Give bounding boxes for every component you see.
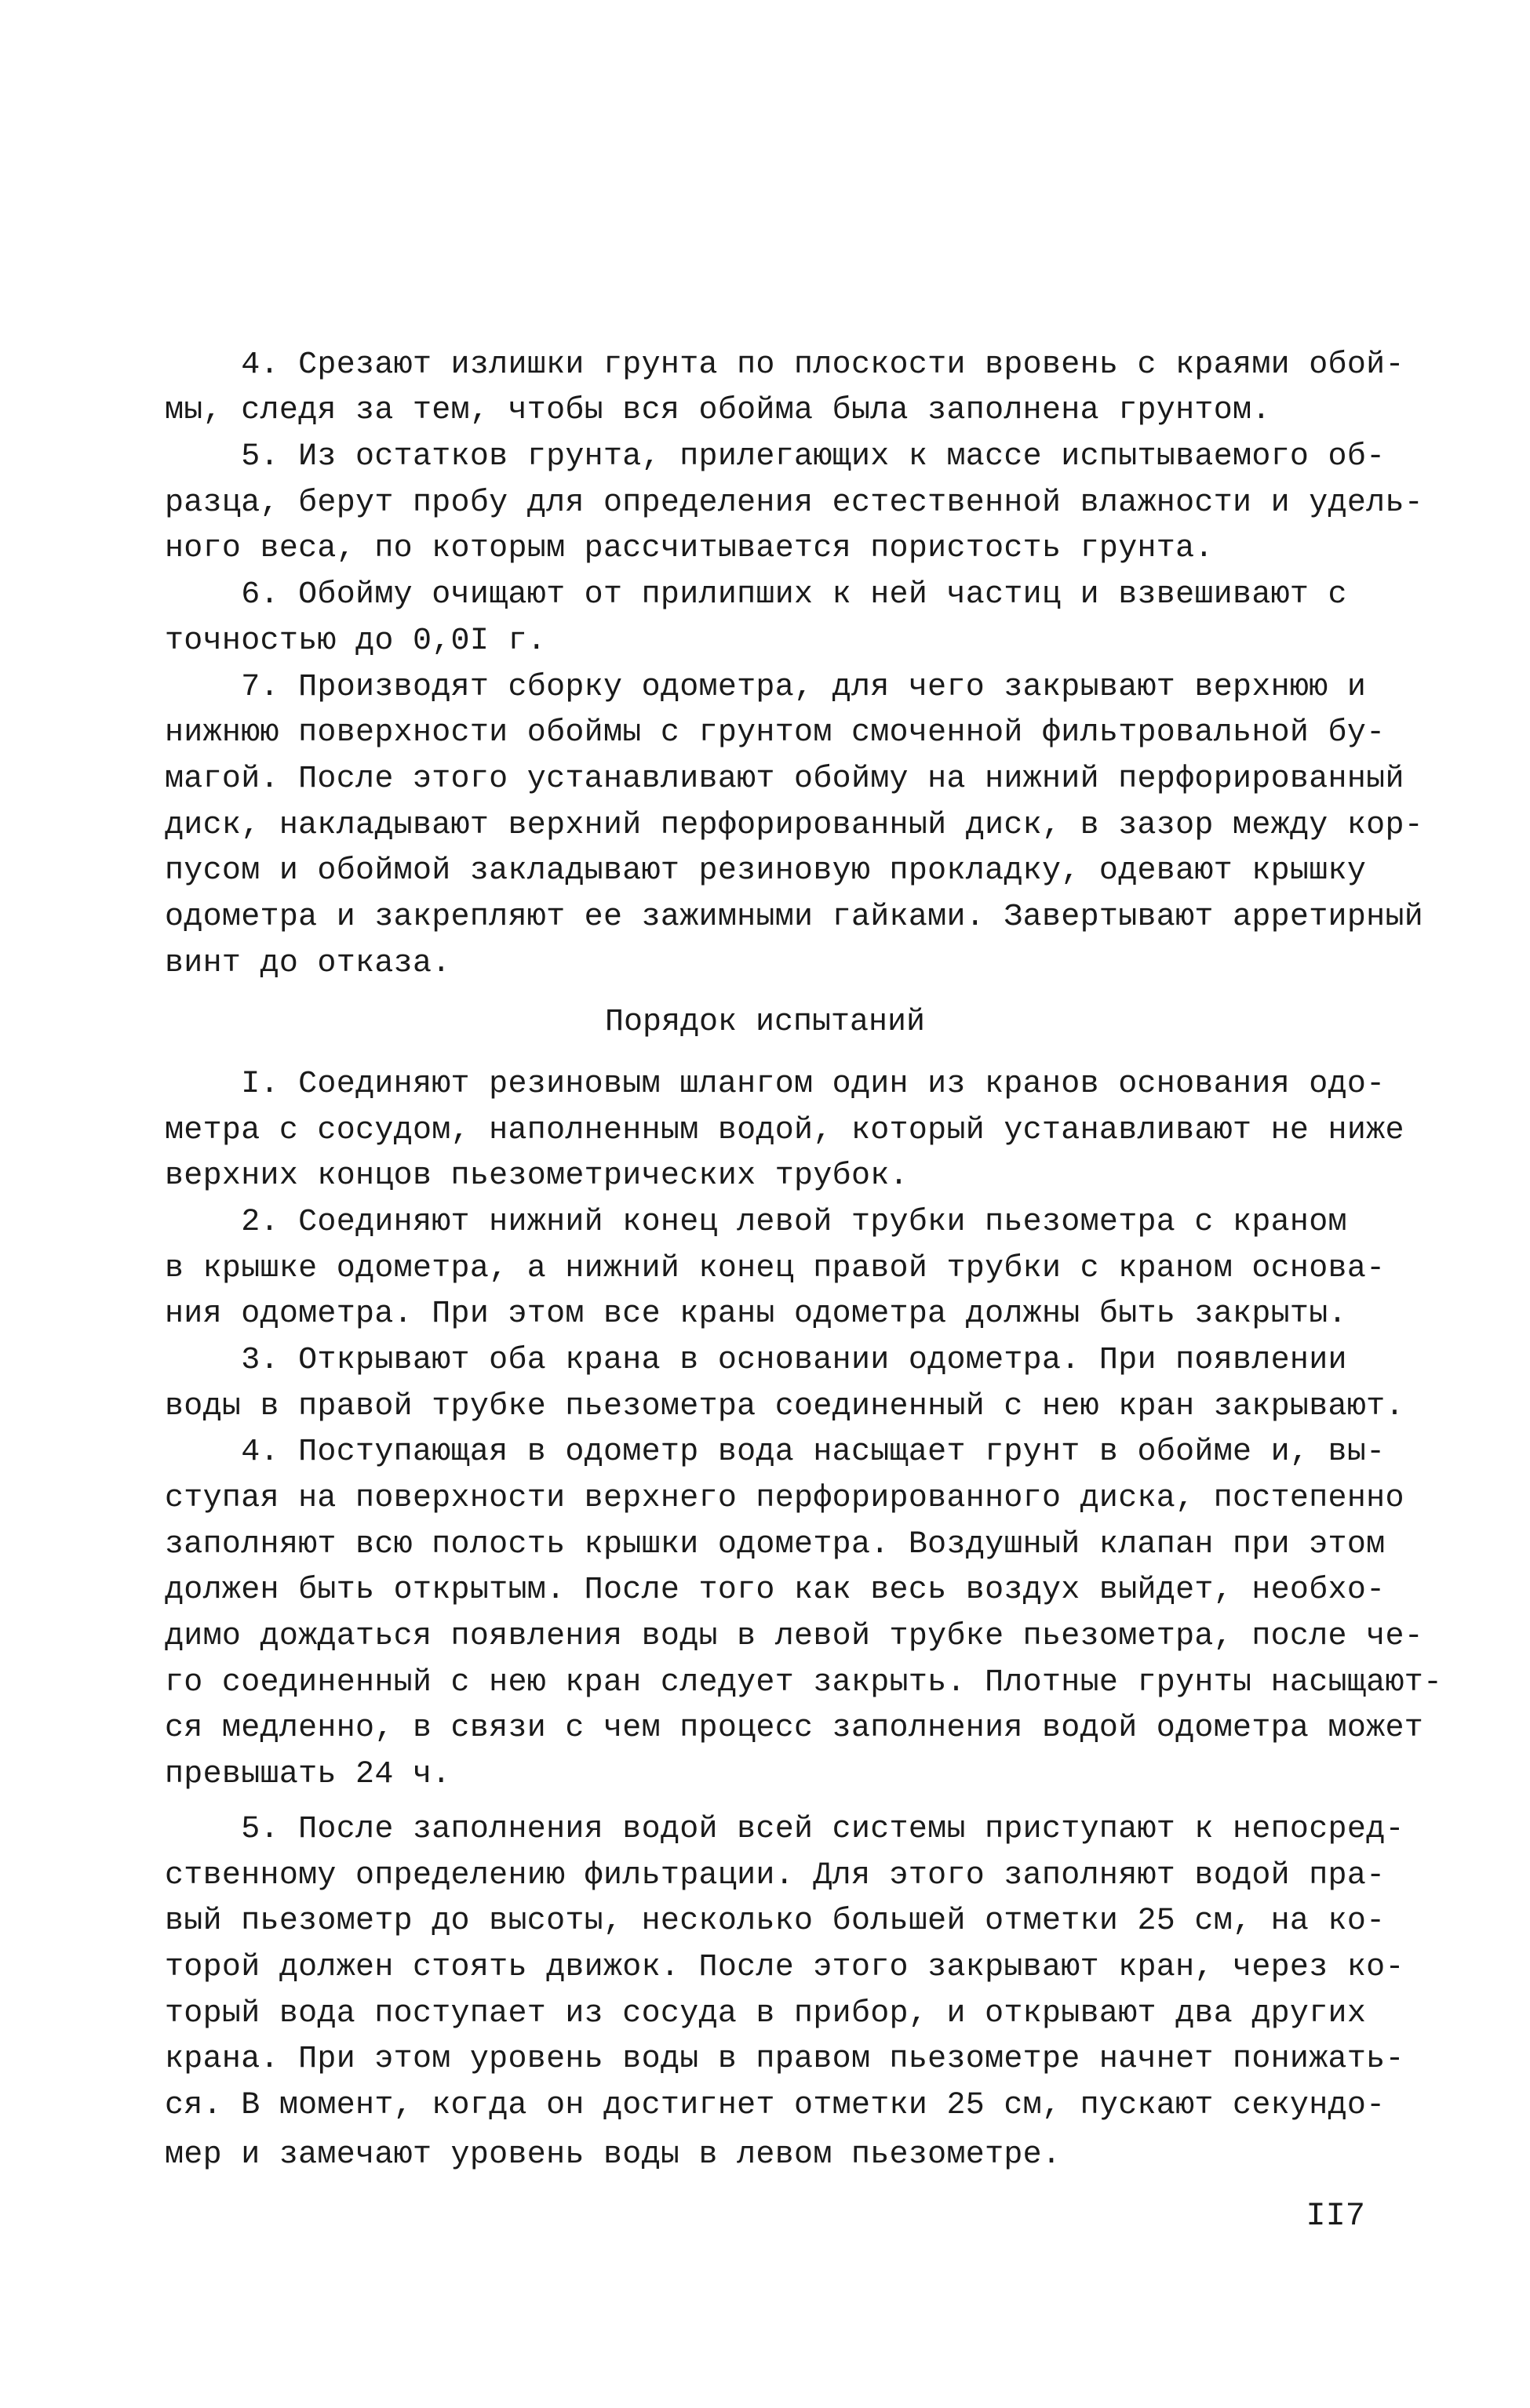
text-line: 4. Срезают излишки грунта по плоскости вровень с краями обой- [165,347,1404,383]
text-line: воды в правой трубке пьезометра соединенный с нею кран закрывают. [165,1389,1404,1424]
text-line: ся медленно, в связи с чем процесс заполнения водой одометра может [165,1711,1424,1746]
text-line: вый пьезометр до высоты, несколько большей отметки 25 см, на ко- [165,1904,1386,1939]
text-line: разца, берут пробу для определения естественной влажности и удель- [165,486,1424,521]
text-line: ного веса, по которым рассчитывается пористость грунта. [165,531,1214,566]
text-line: магой. После этого устанавливают обойму на нижний перфорированный [165,762,1404,797]
page-number: II7 [1306,2197,1365,2235]
text-line: должен быть открытым. После того как весь воздух выйдет, необхо- [165,1573,1386,1608]
text-line: 3. Открывают оба крана в основании одометра. При появлении [165,1343,1347,1378]
text-line: точностью до 0,0I г. [165,624,547,659]
text-line: торой должен стоять движок. После этого закрывают кран, через ко- [165,1950,1404,1985]
text-line: нижнюю поверхности обоймы с грунтом смоченной фильтровальной бу- [165,715,1386,751]
section-heading: Порядок испытаний [604,1005,926,1040]
text-line: заполняют всю полость крышки одометра. Воздушный клапан при этом [165,1527,1386,1562]
text-line: ступая на поверхности верхнего перфорированного диска, постепенно [165,1481,1404,1516]
text-line: торый вода поступает из сосуда в прибор, и открывают два других [165,1996,1367,2032]
text-line: превышать 24 ч. [165,1757,451,1792]
text-line: в крышке одометра, а нижний конец правой трубки с краном основа- [165,1251,1386,1286]
text-line: I. Соединяют резиновым шлангом один из кранов основания одо- [165,1067,1386,1102]
text-line: верхних концов пьезометрических трубок. [165,1159,909,1194]
text-line: диск, накладывают верхний перфорированный диск, в зазор между кор- [165,808,1424,843]
text-line: 4. Поступающая в одометр вода насыщает грунт в обойме и, вы- [165,1435,1386,1470]
text-line: ния одометра. При этом все краны одометра должны быть закрыты. [165,1297,1347,1332]
text-line: 6. Обойму очищают от прилипших к ней частиц и взвешивают с [165,577,1347,613]
text-line: винт до отказа. [165,946,451,981]
text-line: 5. Из остатков грунта, прилегающих к массе испытываемого об- [165,439,1386,475]
text-line: 5. После заполнения водой всей системы приступают к непосред- [165,1812,1404,1847]
text-line: 7. Производят сборку одометра, для чего закрывают верхнюю и [165,670,1367,705]
text-line: мер и замечают уровень воды в левом пьезометре. [165,2137,1062,2173]
text-line: го соединенный с нею кран следует закрыть. Плотные грунты насыщают- [165,1665,1443,1701]
text-line: ся. В момент, когда он достигнет отметки 25 см, пускают секундо- [165,2088,1386,2123]
text-line: одометра и закрепляют ее зажимными гайками. Завертывают арретирный [165,900,1424,935]
text-line: 2. Соединяют нижний конец левой трубки пьезометра с краном [165,1205,1347,1240]
text-line: пусом и обоймой закладывают резиновую прокладку, одевают крышку [165,853,1367,889]
text-line: крана. При этом уровень воды в правом пьезометре начнет понижать- [165,2042,1404,2077]
text-line: ственному определению фильтрации. Для этого заполняют водой пра- [165,1858,1386,1893]
text-line: димо дождаться появления воды в левой трубке пьезометра, после че- [165,1619,1424,1654]
text-line: мы, следя за тем, чтобы вся обойма была заполнена грунтом. [165,393,1271,428]
text-line: метра с сосудом, наполненным водой, который устанавливают не ниже [165,1113,1404,1148]
